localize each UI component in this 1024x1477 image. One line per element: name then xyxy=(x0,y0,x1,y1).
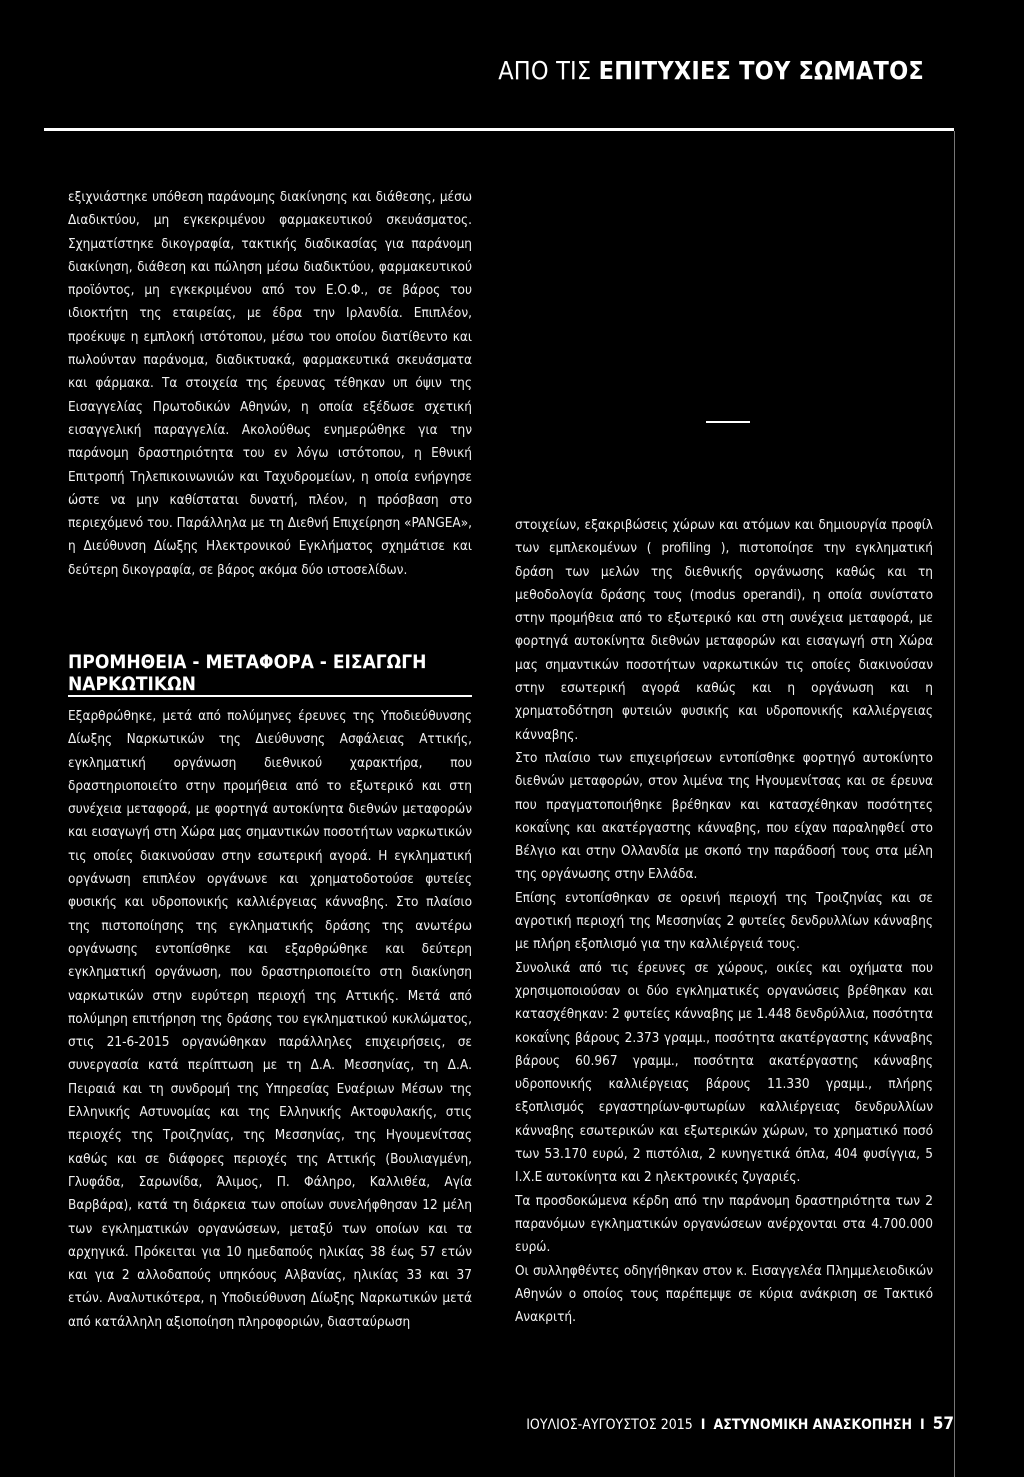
article-paragraph: Οι συλληφθέντες οδηγήθηκαν στον κ. Εισαγγελέα Πλημμελειοδικών Αθηνών ο οποίος τους παρέπεμψε σε κύρια ανάκριση σε Τακτικό Ανακριτή. xyxy=(515,1262,933,1326)
article-paragraph: Επίσης εντοπίσθηκαν σε ορεινή περιοχή της Τροιζηνίας και σε αγροτική περιοχή της Μεσσηνίας 2 φυτείες δενδρυλλίων κάνναβης με πλήρη εξοπλισμό για την καλλιέργειά τους. xyxy=(515,889,933,953)
column-edge-line xyxy=(954,131,955,1477)
issue-date: ΙΟΥΛΙΟΣ-ΑΥΓΟΥΣΤΟΣ 2015 xyxy=(526,1417,693,1433)
section-subheading: ΠΡΟΜΗΘΕΙΑ - ΜΕΤΑΦΟΡΑ - ΕΙΣΑΓΩΓΗ ΝΑΡΚΩΤΙΚΩΝ xyxy=(68,651,427,695)
subheading-divider xyxy=(68,695,472,697)
page-number: 57 xyxy=(932,1414,954,1434)
article-paragraph: Τα προσδοκώμενα κέρδη από την παράνομη δραστηριότητα των 2 παρανόμων εγκληματικών οργανώσεων ανέρχονται στα 4.700.000 ευρώ. xyxy=(515,1192,933,1256)
left-column-top xyxy=(68,186,472,582)
section-header xyxy=(498,56,924,85)
right-column xyxy=(515,514,933,1329)
footer-separator: I xyxy=(700,1417,706,1433)
left-column-bottom xyxy=(68,705,472,1334)
article-paragraph: Στο πλαίσιο των επιχειρήσεων εντοπίσθηκε φορτηγό αυτοκίνητο διεθνών μεταφορών, στον λιμένα της Ηγουμενίτσας και σε έρευνα που πραγματοποιήθηκε βρέθηκαν και κατασχέθηκαν ποσότητες κοκαΐνης και ακατέργαστης κάνναβης, που είχαν παραληφθεί στο Βέλγιο και στην Ολλανδία με σκοπό την παράδοσή τους στα μέλη της οργάνωσης στην Ελλάδα. xyxy=(515,749,933,883)
article-paragraph: Συνολικά από τις έρευνες σε χώρους, οικίες και οχήματα που χρησιμοποιούσαν οι δύο εγκληματικές οργανώσεις βρέθηκαν και κατασχέθηκαν: 2 φυτείες κάνναβης με 1.448 δενδρύλλια, ποσότητα κοκαΐνης βάρους 2.373 γραμμ., ποσότητα ακατέργαστης κάνναβης βάρους 60.967 γραμμ., ποσότητα ακατέργαστης κάνναβης υδροπονικής καλλιέργειας βάρους 11.330 γραμμ., πλήρης εξοπλισμός εργαστηρίων-φυτωρίων καλλιέργειας δενδρυλλίων κάνναβης εσωτερικών και εξωτερικών χώρων, το χρηματικό ποσό των 53.170 ευρώ, 2 πιστόλια, 2 κυνηγετικά όπλα, 404 φυσίγγια, 5 Ι.Χ.Ε αυτοκίνητα και 2 ηλεκτρονικές ζυγαριές. xyxy=(515,959,933,1186)
article-paragraph: στοιχείων, εξακριβώσεις χώρων και ατόμων και δημιουργία προφίλ των εμπλεκομένων ( profiling ), πιστοποίησε την εγκληματική δράση των μελών της διεθνικής οργάνωσης καθώς και τη μεθοδολογία δράσης τους (modus operandi), η οποία συνίστατο στην προμήθεια από το εξωτερικό και στη συνέχεια μεταφορά, με φορτηγά αυτοκίνητα διεθνών μεταφορών και εισαγωγή στη Χώρα μας σημαντικών ποσοτήτων ναρκωτικών τις οποίες διακινούσαν στην εσωτερική αγορά καθώς και η οργάνωση και η χρηματοδότηση φυτειών φυσικής και υδροπονικής καλλιέργειας κάνναβης. xyxy=(515,517,933,743)
magazine-title: ΑΣΤΥΝΟΜΙΚΗ ΑΝΑΣΚΟΠΗΣΗ xyxy=(713,1417,913,1433)
article-paragraph: Εξαρθρώθηκε, μετά από πολύμηνες έρευνες της Υποδιεύθυνσης Δίωξης Ναρκωτικών της Διεύθυνσης Ασφάλειας Αττικής, εγκληματική οργάνωση διεθνικού χαρακτήρα, που δραστηριοποιείτο στην προμήθεια από το εξωτερικό και στη συνέχεια μεταφορά, με φορτηγά αυτοκίνητα διεθνών μεταφορών και εισαγωγή στη Χώρα μας σημαντικών ποσοτήτων ναρκωτικών τις οποίες διακινούσαν στην εσωτερική αγορά. Η εγκληματική οργάνωση επιπλέον οργάνωνε και χρηματοδοτούσε φυτείες φυσικής και υδροπονικής καλλιέργειας κάνναβης. Στο πλαίσιο της πιστοποίησης της εγκληματικής δράσης της ανωτέρω οργάνωσης εντοπίσθηκε και εξαρθρώθηκε και δεύτερη εγκληματική οργάνωση, που δραστηριοποιείτο στη διακίνηση ναρκωτικών στην ευρύτερη περιοχή της Αττικής. Μετά από πολύμηρη επιτήρηση της δράσης του εγκληματικού κυκλώματος, στις 21-6-2015 οργανώθηκαν παράλληλες επιχειρήσεις, σε συνεργασία κατά περίπτωση με τη Δ.Α. Μεσσηνίας, τη Δ.Α. Πειραιά και τη συνδρομή της Υπηρεσίας Εναέριων Μέσων της Ελληνικής Αστυνομίας και της Ελληνικής Ακτοφυλακής, στις περιοχές της Τροιζηνίας, της Μεσσηνίας, της Ηγουμενίτσας καθώς και σε διάφορες περιοχές της Αττικής (Βουλιαγμένη, Γλυφάδα, Σαρωνίδα, Άλιμος, Π. Φάληρο, Καλλιθέα, Αγία Βαρβάρα), κατά τη διάρκεια των οποίων συνελήφθησαν 12 μέλη των εγκληματικών οργανώσεων, μεταξύ των οποίων και τα αρχηγικά. Πρόκειται για 10 ημεδαπούς ηλικίας 38 έως 57 ετών και για 2 αλλοδαπούς υπηκόους Αλβανίας, ηλικίας 33 και 37 ετών. Αναλυτικότερα, η Υποδιεύθυνση Δίωξης Ναρκωτικών μετά από κατάλληλη αξιοποίηση πληροφοριών, διασταύρωση xyxy=(68,708,472,1330)
page-footer xyxy=(526,1414,954,1434)
header-divider xyxy=(44,128,954,131)
section-header-title: ΕΠΙΤΥΧΙΕΣ ΤΟΥ ΣΩΜΑΤΟΣ xyxy=(598,56,924,85)
article-paragraph: εξιχνιάστηκε υπόθεση παράνομης διακίνησης και διάθεσης, μέσω Διαδικτύου, μη εγκεκριμένου φαρμακευτικού σκευάσματος. Σχηματίστηκε δικογραφία, τακτικής διαδικασίας για παράνομη διακίνηση, διάθεση και πώληση μέσω διαδικτύου, φαρμακευτικού προϊόντος, μη εγκεκριμένου από τον Ε.Ο.Φ., σε βάρος του ιδιοκτήτη της εταιρείας, με έδρα την Ιρλανδία. Επιπλέον, προέκυψε η εμπλοκή ιστότοπου, μέσω του οποίου διατίθεντο και πωλούνταν παράνομα, διαδικτυακά, φαρμακευτικά σκευάσματα και φάρμακα. Τα στοιχεία της έρευνας τέθηκαν υπ όψιν της Εισαγγελίας Πρωτοδικών Αθηνών, η οποία εξέδωσε σχετική εισαγγελική παραγγελία. Ακολούθως ενημερώθηκε για την παράνομη δραστηριότητα του εν λόγω ιστότοπου, η Εθνική Επιτροπή Τηλεπικοινωνιών και Ταχυδρομείων, η οποία ενήργησε ώστε να μην καθίσταται δυνατή, πλέον, η πρόσβαση στο περιεχόμενό του. Παράλληλα με τη Διεθνή Επιχείρηση «PANGEA», η Διεύθυνση Δίωξης Ηλεκτρονικού Εγκλήματος σχημάτισε και δεύτερη δικογραφία, σε βάρος ακόμα δύο ιστοσελίδων. xyxy=(68,189,472,578)
decorative-dash xyxy=(706,421,750,423)
footer-separator: I xyxy=(920,1417,925,1433)
section-header-prefix: ΑΠΟ ΤΙΣ xyxy=(498,56,592,85)
